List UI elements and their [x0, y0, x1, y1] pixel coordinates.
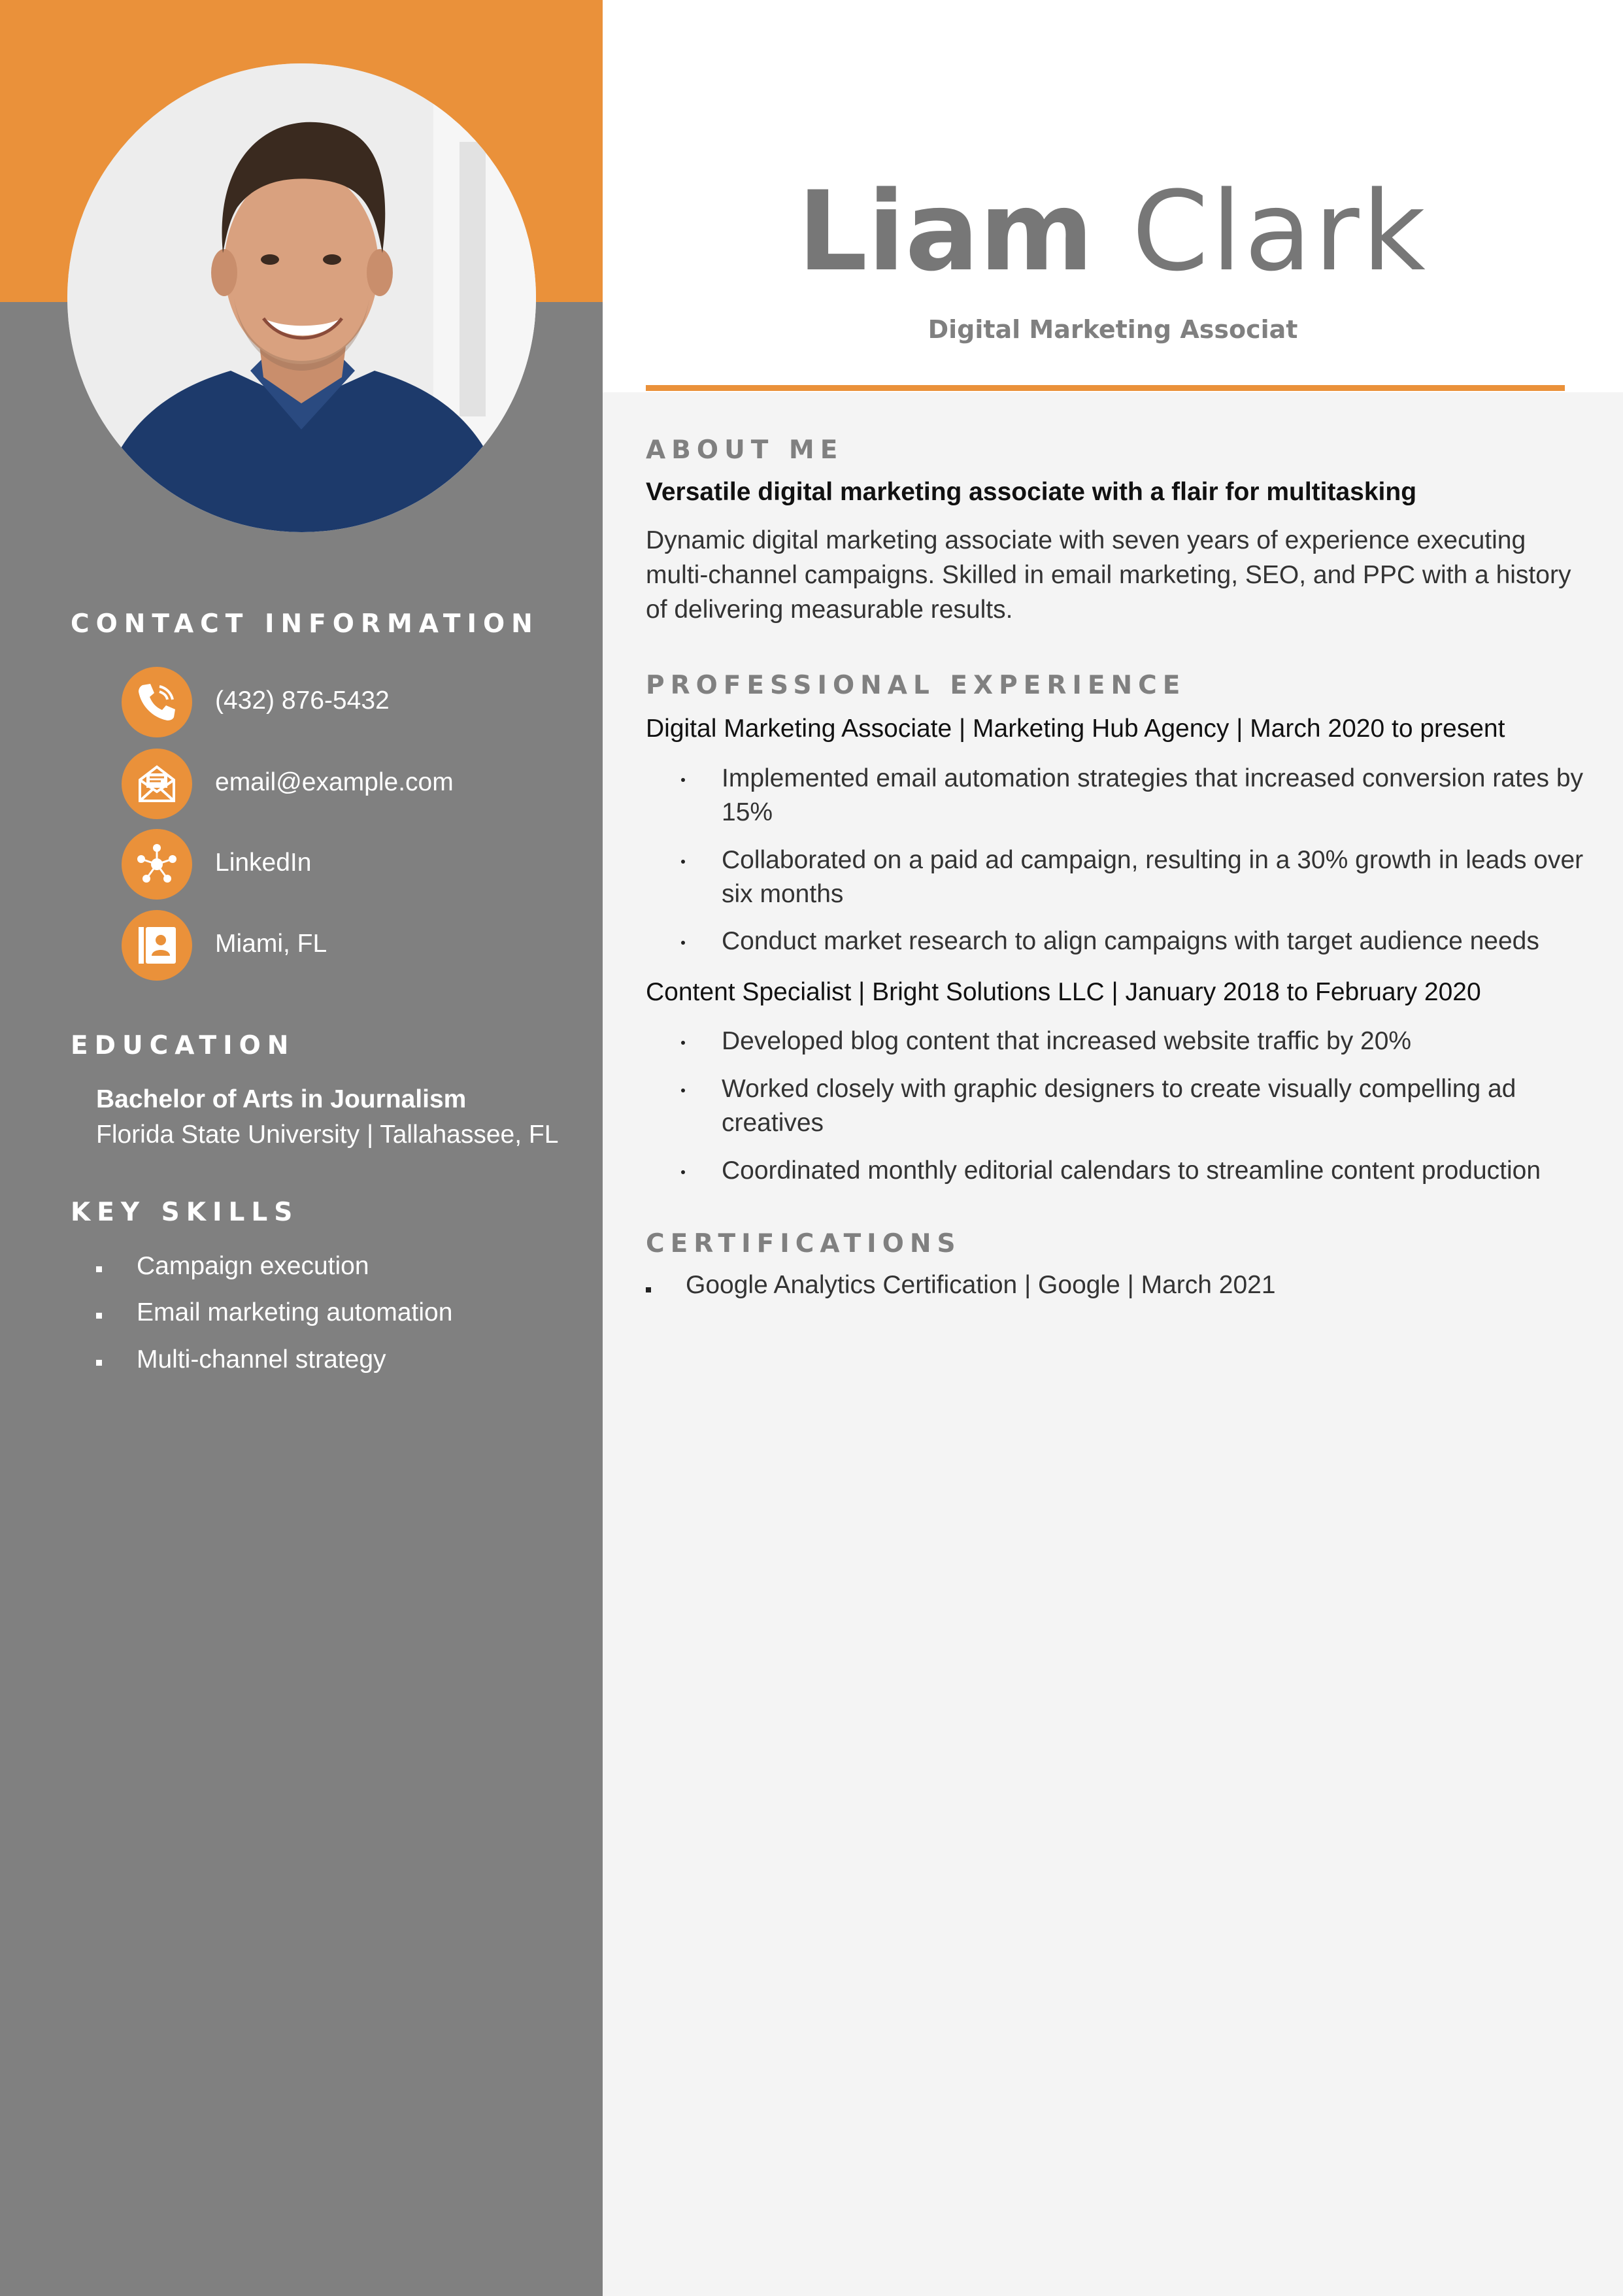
bullet-square-icon: [646, 1287, 651, 1292]
about-body: Dynamic digital marketing associate with seven years of experience executing multi-channel campaigns. Skilled in email marketing, SEO, and PPC with a history of delivering measurable results.: [646, 526, 1571, 624]
bullet-dot-icon: [681, 1170, 685, 1174]
network-icon: [122, 829, 192, 900]
bullet-square-icon: [96, 1313, 102, 1319]
contact-phone[interactable]: [122, 667, 579, 737]
contact-location[interactable]: [122, 910, 579, 981]
bullet-dot-icon: [681, 941, 685, 945]
email-icon: [122, 749, 192, 819]
linkedin-text: LinkedIn: [215, 849, 312, 877]
phone-icon: [122, 667, 192, 737]
job-title-line: Digital Marketing Associate | Marketing Hub Agency | March 2020 to present: [646, 715, 1505, 743]
skills-heading: KEY SKILLS: [71, 1198, 299, 1227]
header-divider: [646, 385, 1565, 391]
email-text: email@example.com: [215, 768, 454, 796]
contact-card-icon: [122, 910, 192, 981]
phone-text: (432) 876-5432: [215, 686, 390, 715]
first-name: Liam: [797, 167, 1094, 295]
contact-email[interactable]: [122, 749, 579, 819]
experience-heading: PROFESSIONAL EXPERIENCE: [646, 671, 1186, 700]
contact-linkedin[interactable]: [122, 829, 579, 900]
location-text: Miami, FL: [215, 930, 327, 958]
contact-heading: CONTACT INFORMATION: [71, 609, 539, 639]
bullet-dot-icon: [681, 860, 685, 864]
bullet-dot-icon: [681, 778, 685, 782]
job-title-line: Content Specialist | Bright Solutions LLC | January 2018 to February 2020: [646, 978, 1481, 1006]
about-heading: ABOUT ME: [646, 435, 844, 465]
last-name: Clark: [1131, 167, 1428, 295]
job-title: Digital Marketing Associat: [928, 315, 1298, 344]
certifications-heading: CERTIFICATIONS: [646, 1229, 962, 1258]
education-degree: Bachelor of Arts in Journalism: [96, 1085, 467, 1113]
about-lead: Versatile digital marketing associate with a flair for multitasking: [646, 478, 1417, 506]
bullet-dot-icon: [681, 1041, 685, 1045]
full-name: [603, 167, 1623, 295]
profile-photo: [67, 63, 536, 532]
bullet-square-icon: [96, 1360, 102, 1366]
bullet-dot-icon: [681, 1089, 685, 1092]
bullet-square-icon: [96, 1266, 102, 1272]
education-school: Florida State University | Tallahassee, FL: [96, 1121, 559, 1149]
education-heading: EDUCATION: [71, 1031, 295, 1060]
